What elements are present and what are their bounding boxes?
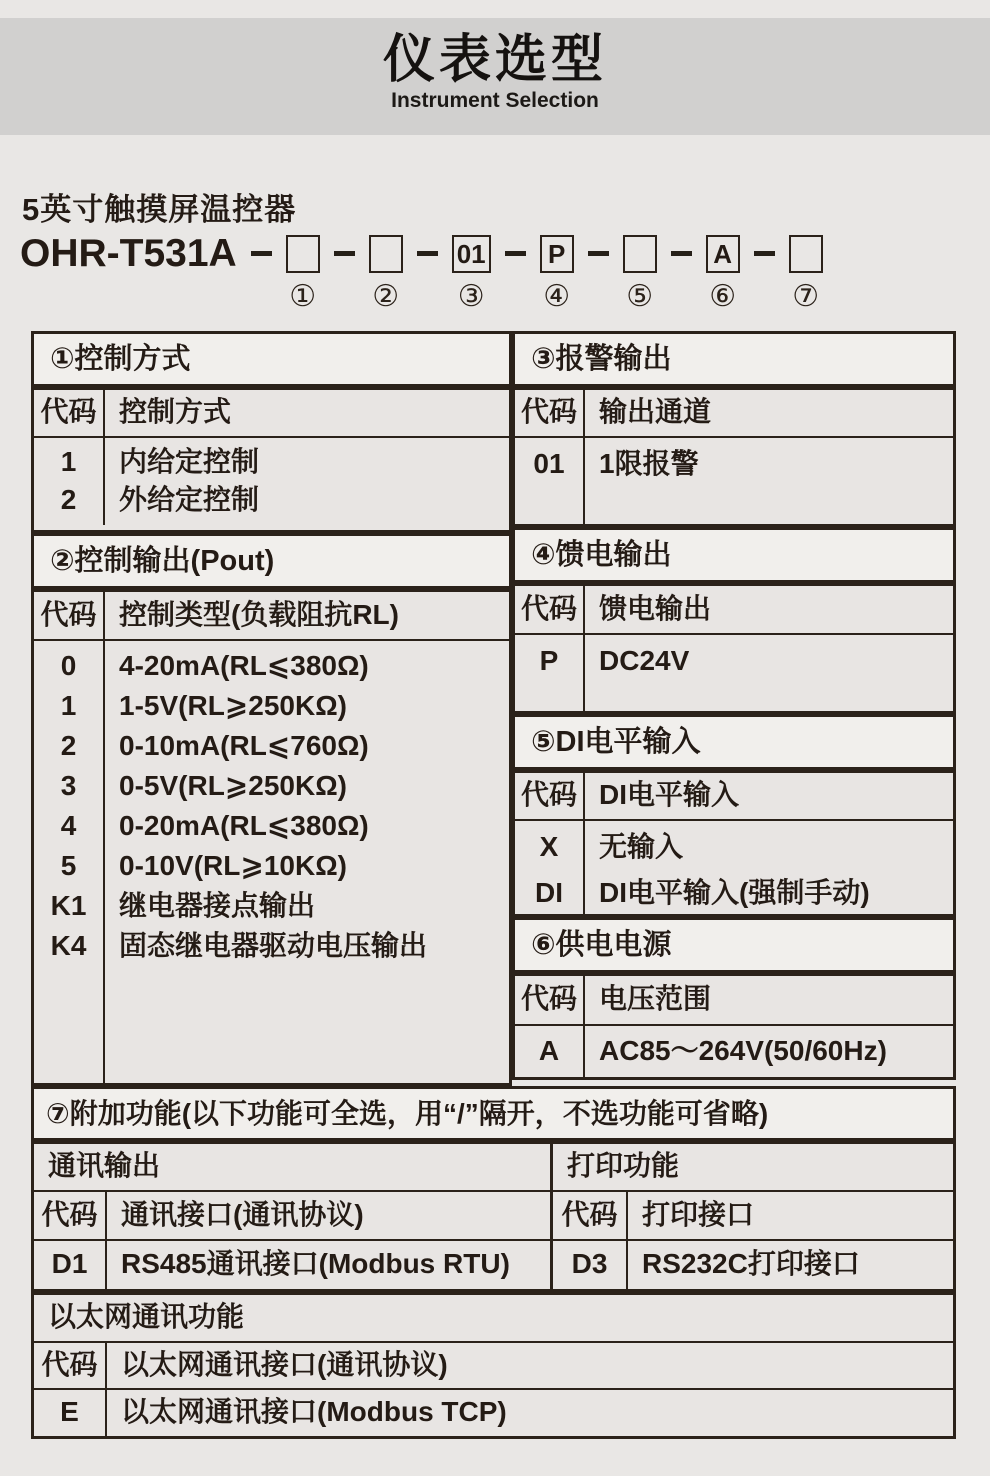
label-cell: RS232C打印接口: [642, 1248, 860, 1279]
title-band: [0, 18, 990, 135]
section-6-header: ⑥供电电源: [512, 917, 956, 973]
section-2-col-code: 代码: [34, 592, 105, 639]
comm-output-subtable: [34, 1144, 553, 1289]
section-4-header: ④馈电输出: [512, 527, 956, 583]
model-prefix: OHR-T531A: [20, 232, 237, 275]
code-cell: 3: [60, 770, 77, 801]
page-subtitle: Instrument Selection: [391, 89, 599, 112]
circled-number-6: ⑥: [709, 280, 737, 313]
model-segment-3: [452, 232, 491, 313]
dash-separator: [334, 251, 355, 256]
label-cell: RS485通讯接口(Modbus RTU): [121, 1248, 510, 1279]
ethernet-subtable: [31, 1292, 956, 1439]
label-cell: 外给定控制: [119, 484, 260, 515]
section-2-labels: [105, 641, 509, 1083]
section-5-table: [512, 770, 956, 917]
dash-separator: [754, 251, 775, 256]
code-cell: 1: [60, 446, 77, 477]
label-cell: 继电器接点输出: [119, 890, 316, 921]
code-cell: 01: [515, 438, 585, 524]
circled-number-1: ①: [289, 280, 317, 313]
code-cell: 2: [60, 730, 77, 761]
label-cell: 0-10V(RL⩾10KΩ): [119, 850, 347, 881]
section-5-col-label: DI电平输入: [599, 779, 740, 810]
code-cell: 4: [60, 810, 77, 841]
page-title: 仪表选型: [382, 31, 607, 89]
section-1-codes: [34, 438, 105, 525]
section-4-col-label: 馈电输出: [599, 593, 712, 624]
label-cell: DI电平输入(强制手动): [599, 877, 870, 908]
right-column: [512, 331, 956, 1080]
label-cell: 4-20mA(RL⩽380Ω): [119, 650, 369, 681]
code-cell: D1: [34, 1241, 107, 1289]
product-name: 5英寸触摸屏温控器: [22, 192, 297, 227]
section-4-col-code: 代码: [515, 586, 585, 633]
model-code-line: [20, 232, 823, 313]
code-cell: E: [34, 1390, 107, 1436]
section-1-header: ①控制方式: [31, 331, 512, 387]
code-cell: 2: [60, 484, 77, 515]
code-cell: DI: [535, 877, 563, 908]
section-1-labels: [105, 438, 509, 525]
section-5-header: ⑤DI电平输入: [512, 714, 956, 770]
section-7-header: ⑦附加功能(以下功能可全选，用“/”隔开，不选功能可省略): [31, 1086, 956, 1141]
comm-output-title: 通讯输出: [34, 1144, 550, 1192]
section-5-codes: [515, 821, 585, 914]
section-2-col-label: 控制类型(负载阻抗RL): [119, 599, 399, 630]
model-box-5: [623, 235, 657, 273]
model-segment-2: [369, 232, 403, 313]
code-cell: D3: [553, 1241, 628, 1289]
print-col-label: 打印接口: [642, 1199, 755, 1230]
model-segment-5: [623, 232, 657, 313]
section-3-table: [512, 387, 956, 527]
dash-separator: [505, 251, 526, 256]
label-cell: 无输入: [599, 831, 684, 862]
circled-number-7: ⑦: [792, 280, 820, 313]
print-function-title: 打印功能: [553, 1144, 953, 1192]
code-cell: K4: [50, 930, 87, 961]
dash-separator: [671, 251, 692, 256]
section-5-labels: [585, 821, 953, 914]
label-cell: 1-5V(RL⩾250KΩ): [119, 690, 347, 721]
label-cell: DC24V: [599, 645, 690, 676]
circled-number-2: ②: [372, 280, 400, 313]
label-cell: 0-20mA(RL⩽380Ω): [119, 810, 369, 841]
section-4-table: [512, 583, 956, 714]
label-cell: 内给定控制: [119, 446, 260, 477]
code-cell: 5: [60, 850, 77, 881]
code-cell: P: [515, 635, 585, 711]
ethernet-col-code: 代码: [34, 1343, 107, 1388]
dash-separator: [588, 251, 609, 256]
label-cell: 以太网通讯接口(Modbus TCP): [121, 1396, 507, 1427]
code-cell: 1: [60, 690, 77, 721]
section-1-col-label: 控制方式: [119, 396, 232, 427]
model-segment-1: [286, 232, 320, 313]
print-col-code: 代码: [553, 1192, 628, 1239]
label-cell: 0-5V(RL⩾250KΩ): [119, 770, 347, 801]
model-segment-6: [706, 232, 740, 313]
section-6-col-label: 电压范围: [599, 983, 712, 1014]
dash-separator: [417, 251, 438, 256]
model-segment-7: [789, 232, 823, 313]
model-box-1: [286, 235, 320, 273]
label-cell: 1限报警: [599, 448, 699, 479]
model-box-3: 01: [452, 235, 491, 273]
code-cell: K1: [50, 890, 87, 921]
label-cell: AC85～264V(50/60Hz): [599, 1035, 887, 1066]
section-6-col-code: 代码: [515, 976, 585, 1024]
section-6-table: [512, 973, 956, 1080]
section-1-table: [31, 387, 512, 533]
section-1-col-code: 代码: [34, 390, 105, 436]
comm-col-label: 通讯接口(通讯协议): [121, 1199, 364, 1230]
section-2-table: [31, 589, 512, 1086]
print-function-subtable: [553, 1144, 953, 1289]
ethernet-title: 以太网通讯功能: [34, 1295, 953, 1343]
left-column: [31, 331, 512, 1086]
comm-col-code: 代码: [34, 1192, 107, 1239]
section-2-header: ②控制输出(Pout): [31, 533, 512, 589]
section-3-col-label: 输出通道: [599, 396, 712, 427]
selection-tables: [31, 331, 956, 1439]
code-cell: X: [539, 831, 559, 862]
section-2-codes: [34, 641, 105, 1083]
model-box-6: A: [706, 235, 740, 273]
circled-number-4: ④: [543, 280, 571, 313]
model-box-4: P: [540, 235, 574, 273]
section-3-header: ③报警输出: [512, 331, 956, 387]
label-cell: 0-10mA(RL⩽760Ω): [119, 730, 369, 761]
model-segment-4: [540, 232, 574, 313]
ethernet-col-label: 以太网通讯接口(通讯协议): [121, 1349, 448, 1380]
label-cell: 固态继电器驱动电压输出: [119, 930, 428, 961]
section-5-col-code: 代码: [515, 773, 585, 819]
section-7-comm-print-table: [31, 1141, 956, 1292]
code-cell: A: [515, 1026, 585, 1077]
code-cell: 0: [60, 650, 77, 681]
circled-number-3: ③: [457, 280, 485, 313]
circled-number-5: ⑤: [626, 280, 654, 313]
model-box-2: [369, 235, 403, 273]
section-3-col-code: 代码: [515, 390, 585, 436]
dash-separator: [251, 251, 272, 256]
model-box-7: [789, 235, 823, 273]
